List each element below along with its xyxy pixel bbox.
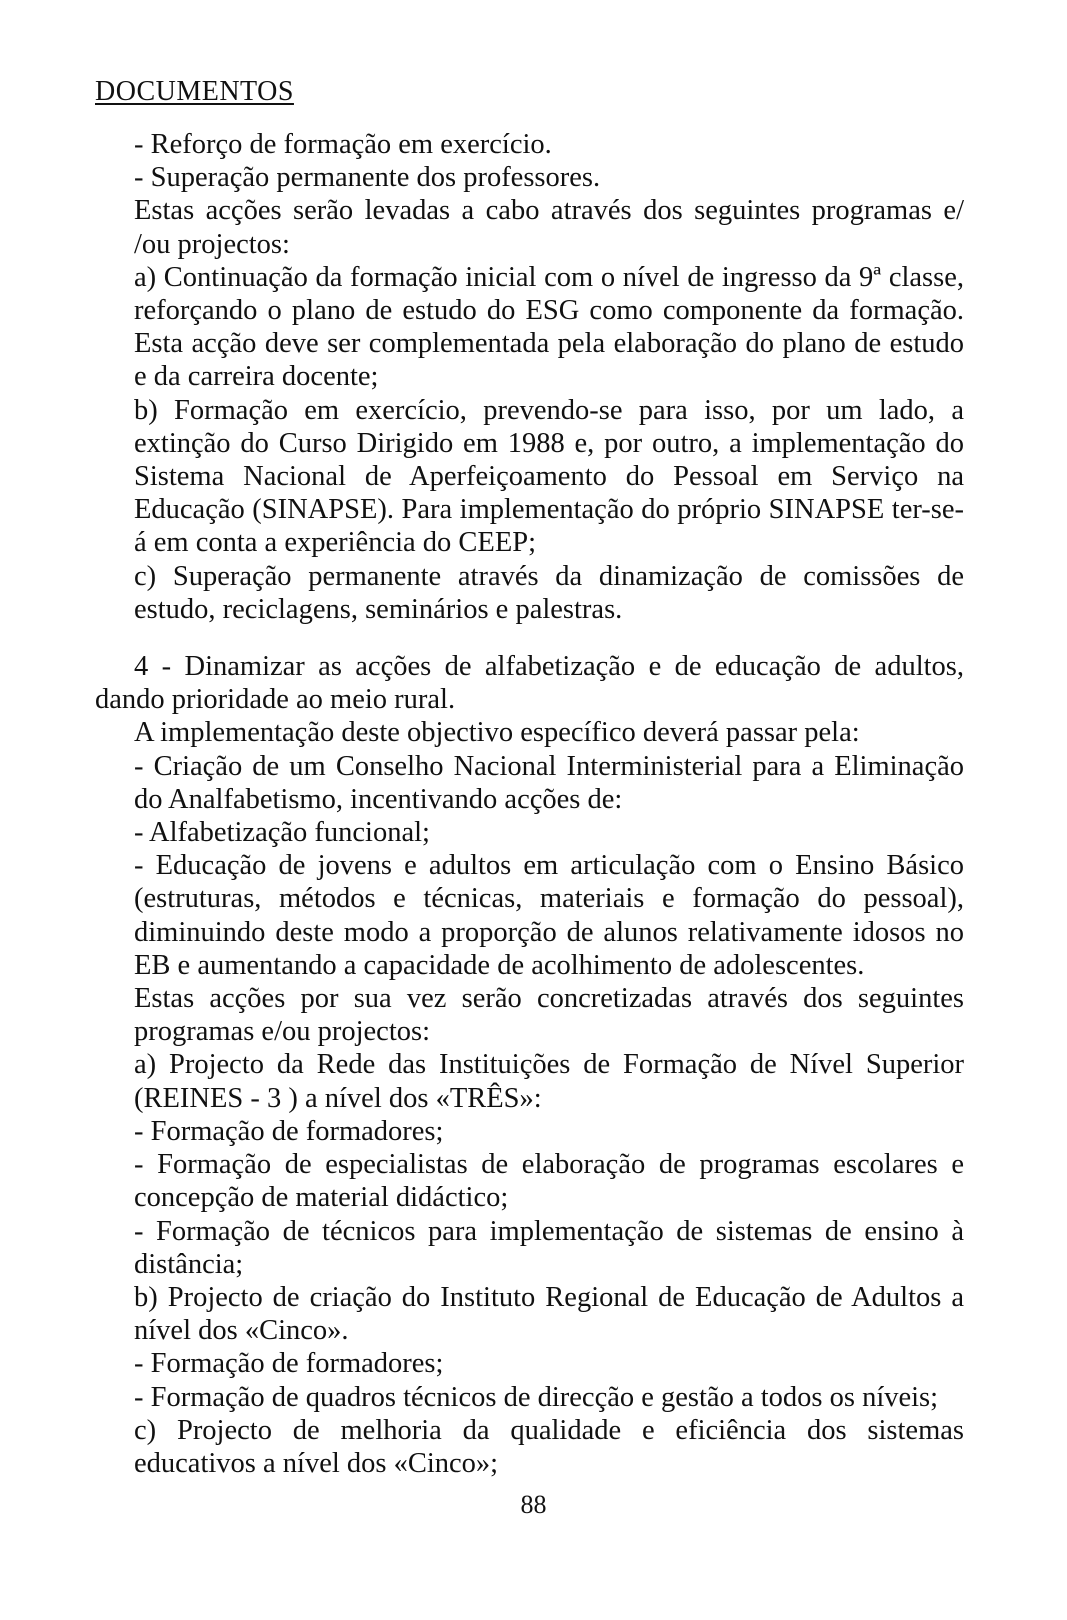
paragraph: Estas acções serão levadas a cabo através dos seguintes programas e/ /ou projectos: (134, 195, 964, 260)
paragraph: - Formação de técnicos para implementação de sistemas de ensino à distância; (134, 1215, 964, 1280)
paragraph: c) Superação permanente através da dinamização de comissões de estudo, reciclagens, seminários e palestras. (134, 560, 964, 625)
paragraph: - Alfabetização funcional; (134, 817, 430, 849)
paragraph: - Formação de quadros técnicos de direcção e gestão a todos os níveis; (134, 1381, 939, 1413)
paragraph: a) Continuação da formação inicial com o nível de ingresso da 9ª classe, reforçando o plano de estudo do ESG como componente da formação. Esta acção deve ser complementada pela elaboração do plano de estudo e da carreira docente; (134, 261, 964, 393)
body-text (95, 128, 964, 1480)
paragraph: - Reforço de formação em exercício. (134, 129, 552, 160)
page-number: 88 (520, 1490, 547, 1519)
paragraph: - Formação de formadores; (134, 1348, 444, 1380)
paragraph: - Criação de um Conselho Nacional Interministerial para a Eliminação do Analfabetismo, incentivando acções de: (134, 750, 964, 815)
paragraph: - Formação de especialistas de elaboração de programas escolares e concepção de material didáctico; (134, 1149, 964, 1214)
paragraph: c) Projecto de melhoria da qualidade e eficiência dos sistemas educativos a nível dos «Cinco»; (134, 1414, 964, 1479)
section-header: DOCUMENTOS (95, 76, 294, 107)
paragraph: - Educação de jovens e adultos em articulação com o Ensino Básico (estruturas, métodos e técnicas, materiais e formação do pessoal), diminuindo deste modo a proporção de alunos relativamente idosos no EB e aumentando a capacidade de acolhimento de adolescentes. (134, 850, 964, 981)
paragraph: A implementação deste objectivo específico deverá passar pela: (134, 717, 860, 749)
paragraph-item-4: 4 - Dinamizar as acções de alfabetização e de educação de adultos, dando prioridade ao meio rural. (95, 651, 964, 716)
paragraph: - Formação de formadores; (134, 1115, 444, 1147)
paragraph: b) Formação em exercício, prevendo-se para isso, por um lado, a extinção do Curso Dirigido em 1988 e, por outro, a implementação do Sistema Nacional de Aperfeiçoamento do Pessoal em Serviço na Educação (SINAPSE). Para implementação do próprio SINAPSE ter-se-á em conta a experiência do CEEP; (134, 394, 964, 559)
paragraph: Estas acções por sua vez serão concretizadas através dos seguintes programas e/ou projectos: (134, 983, 964, 1048)
paragraph: a) Projecto da Rede das Instituições de Formação de Nível Superior (REINES - 3 ) a nível dos «TRÊS»: (134, 1049, 964, 1114)
paragraph: b) Projecto de criação do Instituto Regional de Educação de Adultos a nível dos «Cinco». (134, 1281, 964, 1347)
paragraph: - Superação permanente dos professores. (134, 162, 601, 194)
